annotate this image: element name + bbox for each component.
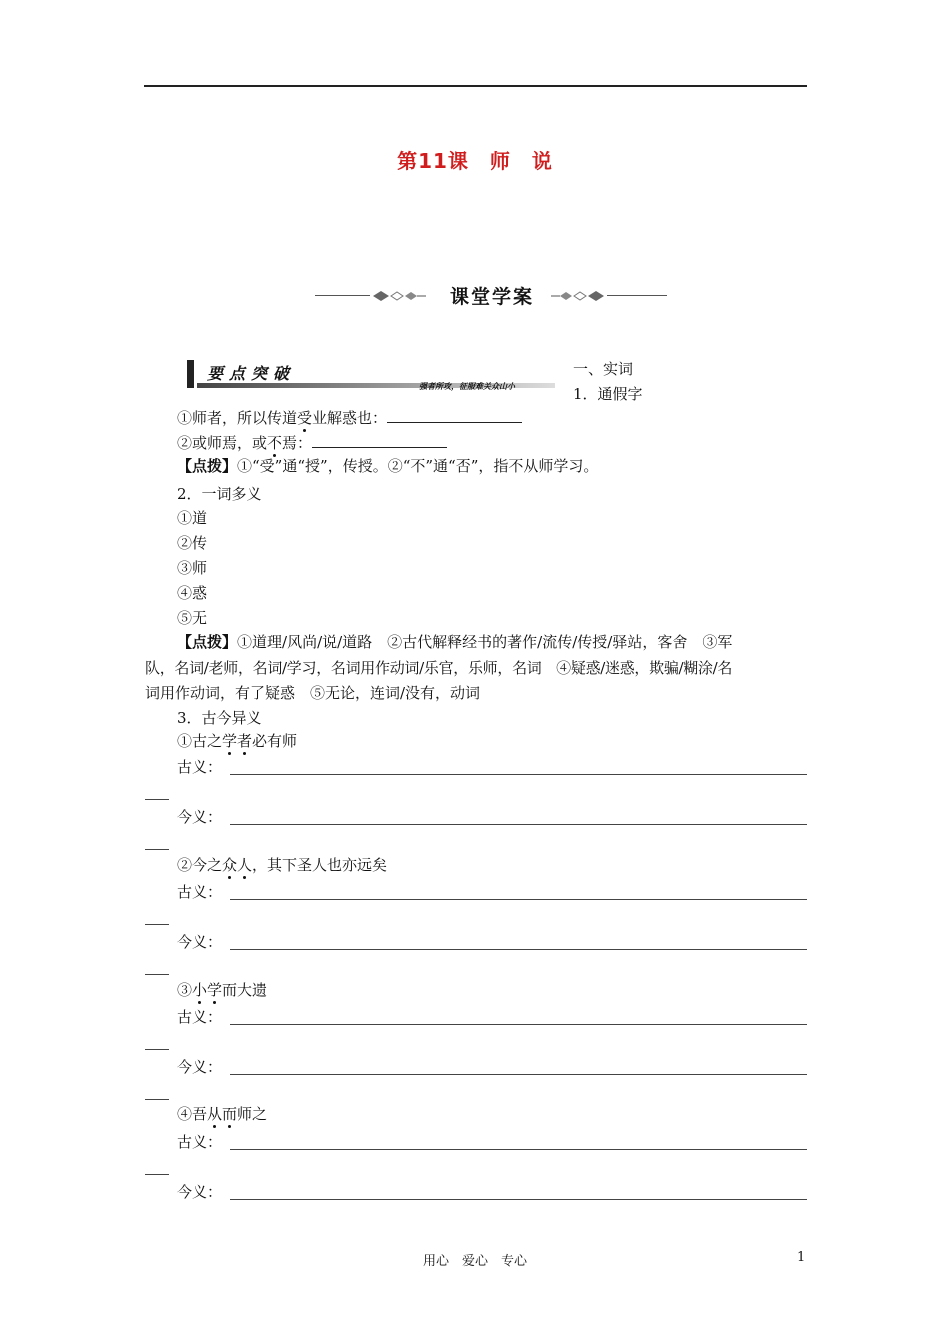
dotted-word xyxy=(222,856,252,874)
note-1 xyxy=(177,456,598,476)
subheading-gujin: 3．古今异义 xyxy=(177,709,262,727)
note-2-line-2: 队，名词/老师，名词/学习，名词用作动词/乐官，乐师，名词 ④疑惑/迷惑，欺骗/糊涂/名 xyxy=(145,659,733,677)
polysemy-item: ⑤无 xyxy=(177,609,208,627)
dotted-word xyxy=(207,1105,237,1123)
dotted-char: 人 xyxy=(237,856,253,874)
footer-motto: 用心 爱心 专心 xyxy=(422,1254,527,1269)
dotted-word xyxy=(192,981,222,999)
answer-line-tail xyxy=(145,1099,169,1100)
jin-label: 今义： xyxy=(177,808,223,826)
banner-title: 要点突破 xyxy=(207,364,296,383)
item-text: ①古之 xyxy=(177,732,223,750)
subheading-polysemy: 2．一词多义 xyxy=(177,485,262,503)
dotted-word xyxy=(222,732,252,750)
tongjia-item-2 xyxy=(177,433,447,453)
polysemy-item: ②传 xyxy=(177,534,208,552)
gu-label: 古义： xyxy=(177,758,223,776)
dotted-char: 者 xyxy=(237,732,253,750)
answer-line[interactable] xyxy=(230,824,807,825)
answer-line[interactable] xyxy=(230,1074,807,1075)
jin-label: 今义： xyxy=(177,1183,223,1201)
dotted-char: 学 xyxy=(222,732,238,750)
answer-line[interactable] xyxy=(230,1024,807,1025)
answer-blank[interactable] xyxy=(387,410,522,423)
note-2-line-1 xyxy=(177,632,807,652)
subheading-tongjia: 1．通假字 xyxy=(573,385,643,403)
dotted-char: 不 xyxy=(267,434,283,452)
diamond-ornament-icon xyxy=(551,290,606,302)
gujin-item-2 xyxy=(177,855,387,875)
answer-line[interactable] xyxy=(230,1199,807,1200)
item-text: ①师者，所以传道 xyxy=(177,409,298,427)
answer-line-tail xyxy=(145,1174,169,1175)
jin-label: 今义： xyxy=(177,933,223,951)
banner-bar xyxy=(187,360,194,388)
section-rule-right xyxy=(607,295,667,296)
polysemy-item: ①道 xyxy=(177,509,208,527)
item-text: 业解惑也： xyxy=(312,409,388,427)
answer-line-tail xyxy=(145,799,169,800)
dotted-char: 小 xyxy=(192,981,208,999)
diamond-ornament-icon xyxy=(371,290,426,302)
item-text: ④吾 xyxy=(177,1105,208,1123)
gujin-item-4 xyxy=(177,1104,267,1124)
dotted-char: 学 xyxy=(207,981,223,999)
answer-line-tail xyxy=(145,924,169,925)
item-text: 焉： xyxy=(282,434,313,452)
part-heading: 一、实词 xyxy=(573,360,634,378)
answer-line-tail xyxy=(145,849,169,850)
item-text: 必有师 xyxy=(252,732,298,750)
section-title: 课堂学案 xyxy=(449,286,534,308)
gujin-item-1 xyxy=(177,731,297,751)
note-text: ①“受”通“授”，传授。②“不”通“否”，指不从师学习。 xyxy=(237,457,599,475)
dotted-char: 从 xyxy=(207,1105,223,1123)
section-header xyxy=(315,282,667,310)
dotted-char: 众 xyxy=(222,856,238,874)
banner-motto: 强者所攻，征服难关众山小 xyxy=(419,381,515,391)
note-text: ①道理/风尚/说/道路 ②古代解释经书的著作/流传/传授/驿站，客舍 ③军 xyxy=(237,633,733,651)
answer-line[interactable] xyxy=(230,1149,807,1150)
answer-line[interactable] xyxy=(230,774,807,775)
dotted-char: 受 xyxy=(297,409,313,427)
key-points-banner xyxy=(187,358,557,392)
page-title: 第11课 师 说 xyxy=(397,149,553,173)
answer-line-tail xyxy=(145,1049,169,1050)
answer-line[interactable] xyxy=(230,899,807,900)
answer-blank[interactable] xyxy=(312,435,447,448)
note-2-line-3: 词用作动词，有了疑惑 ⑤无论，连词/没有，动词 xyxy=(145,684,481,702)
gu-label: 古义： xyxy=(177,1008,223,1026)
answer-line-tail xyxy=(145,974,169,975)
tongjia-item-1 xyxy=(177,408,522,428)
header-rule xyxy=(144,85,807,87)
gu-label: 古义： xyxy=(177,883,223,901)
gujin-item-3 xyxy=(177,980,267,1000)
answer-line[interactable] xyxy=(230,949,807,950)
page-number: 1 xyxy=(797,1250,806,1265)
item-text: ②今之 xyxy=(177,856,223,874)
item-text: ②或师焉，或 xyxy=(177,434,268,452)
section-rule-left xyxy=(315,295,370,296)
item-text: 师之 xyxy=(237,1105,268,1123)
item-text: ③ xyxy=(177,981,193,999)
item-text: 而大遗 xyxy=(222,981,268,999)
dotted-char: 而 xyxy=(222,1105,238,1123)
polysemy-item: ③师 xyxy=(177,559,208,577)
polysemy-item: ④惑 xyxy=(177,584,208,602)
note-label: 【点拨】 xyxy=(177,633,238,651)
item-text: ，其下圣人也亦远矣 xyxy=(252,856,388,874)
note-label: 【点拨】 xyxy=(177,457,238,475)
jin-label: 今义： xyxy=(177,1058,223,1076)
gu-label: 古义： xyxy=(177,1133,223,1151)
